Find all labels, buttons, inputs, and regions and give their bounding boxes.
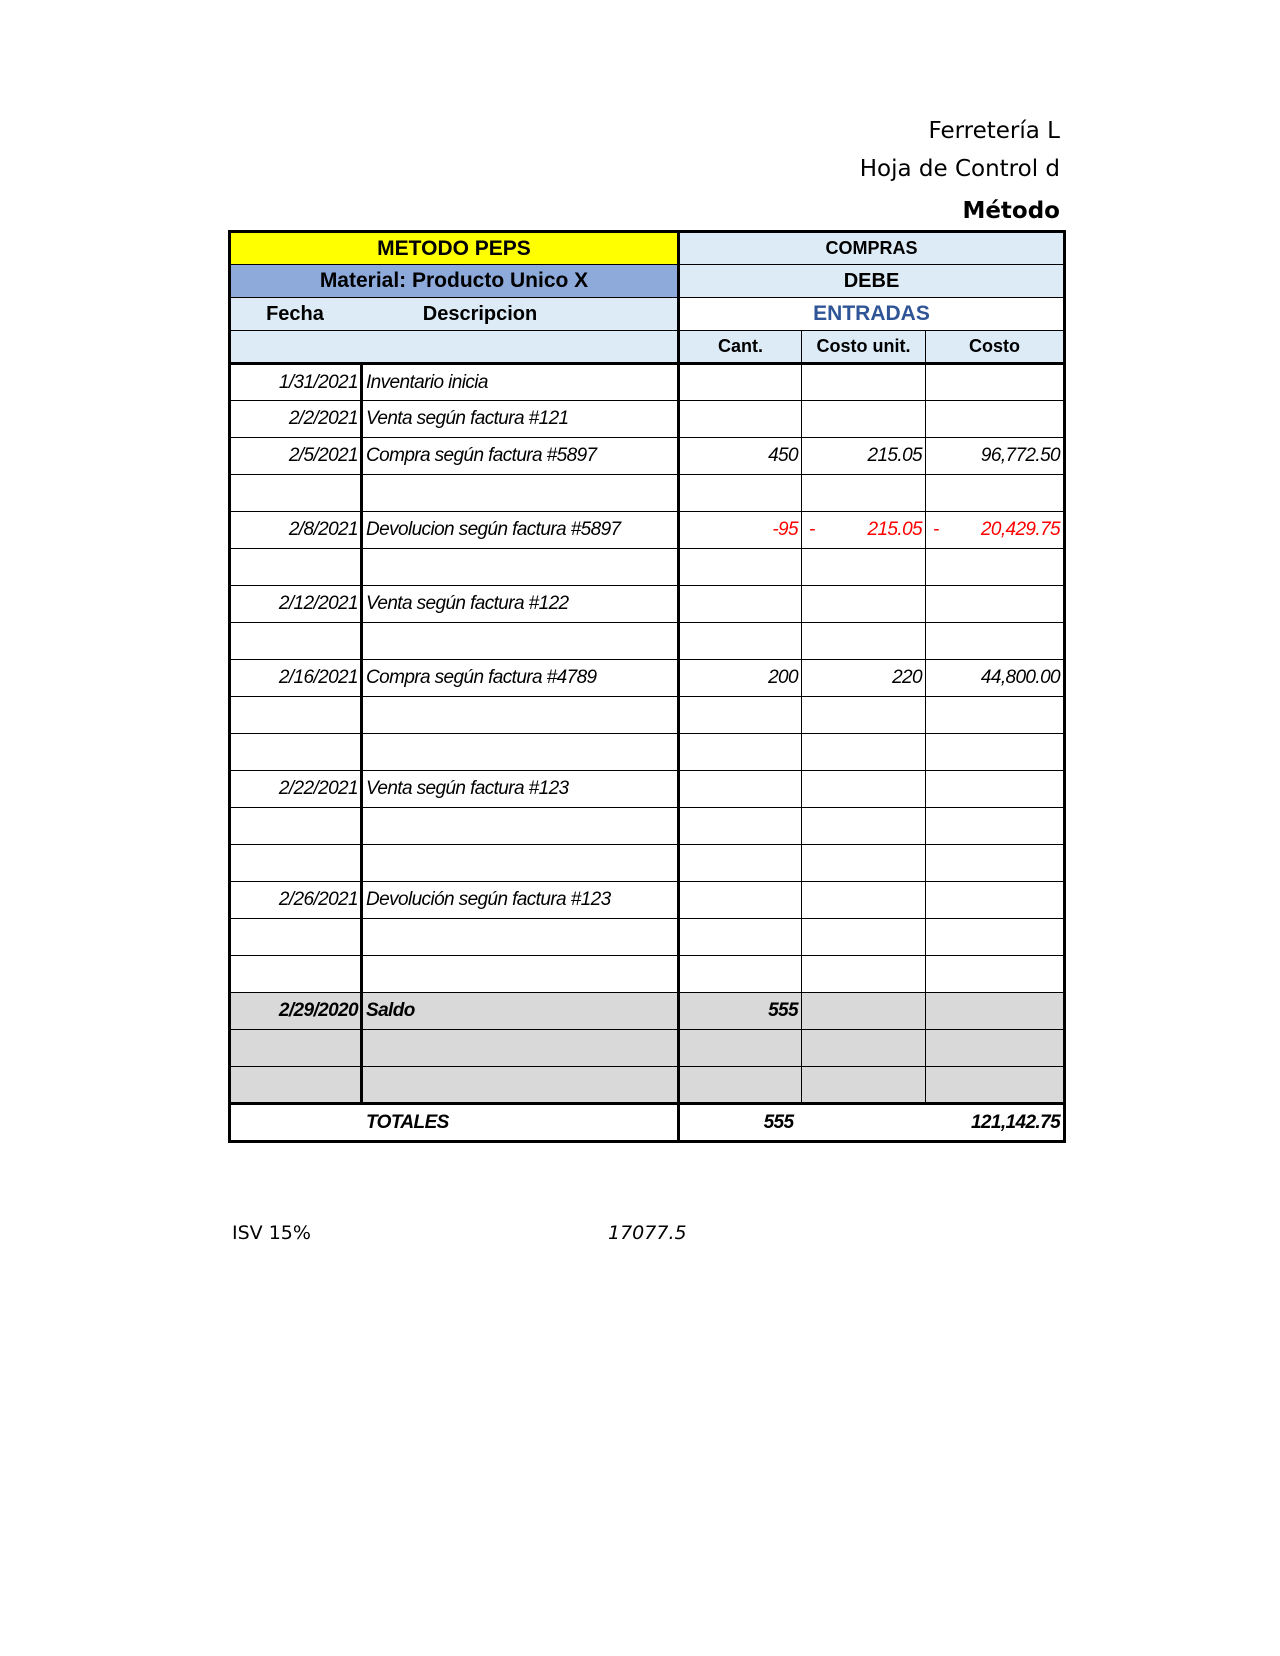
cant-cell [679, 586, 802, 623]
table-row [230, 808, 1065, 845]
cost-cell-sign: - [933, 519, 939, 540]
unit-cost-cell [802, 697, 926, 734]
date-cell: 2/12/2021 [230, 586, 362, 623]
description-cell [362, 475, 679, 512]
table-row [230, 882, 1065, 919]
totals-row [230, 1104, 1065, 1142]
costo-unit-header: Costo unit. [802, 331, 926, 364]
unit-cost-cell: 215.05 [802, 438, 926, 475]
cost-cell [926, 1067, 1065, 1104]
description-cell [362, 623, 679, 660]
date-cell [230, 549, 362, 586]
isv-value: 17077.5 [608, 1222, 687, 1244]
date-cell: 2/5/2021 [230, 438, 362, 475]
unit-cost-cell-sign: - [809, 519, 815, 540]
unit-cost-cell [802, 882, 926, 919]
date-cell [230, 697, 362, 734]
unit-cost-cell [802, 919, 926, 956]
cost-cell [926, 364, 1065, 401]
cost-cell [926, 1030, 1065, 1067]
date-cell: 2/22/2021 [230, 771, 362, 808]
unit-cost-cell [802, 1067, 926, 1104]
cost-cell [926, 956, 1065, 993]
unit-cost-cell [802, 586, 926, 623]
cost-cell: 44,800.00 [926, 660, 1065, 697]
cant-cell: 555 [679, 993, 802, 1030]
table-row [230, 660, 1065, 697]
table-row [230, 845, 1065, 882]
description-cell [362, 734, 679, 771]
unit-cost-cell [802, 771, 926, 808]
cost-cell [926, 475, 1065, 512]
inventory-ledger-table [228, 230, 1066, 1143]
date-cell: 2/16/2021 [230, 660, 362, 697]
description-cell: Compra según factura #5897 [362, 438, 679, 475]
unit-cost-cell [802, 623, 926, 660]
cant-cell [679, 364, 802, 401]
descripcion-label: Descripcion [422, 302, 538, 325]
fecha-descripcion-cell [230, 298, 679, 331]
date-cell [230, 623, 362, 660]
cost-cell [926, 549, 1065, 586]
unit-cost-cell [802, 993, 926, 1030]
unit-cost-cell [802, 401, 926, 438]
table-row [230, 993, 1065, 1030]
date-cell [230, 734, 362, 771]
cant-cell [679, 845, 802, 882]
description-cell: Venta según factura #123 [362, 771, 679, 808]
date-cell [230, 1067, 362, 1104]
table-row [230, 919, 1065, 956]
cant-cell: -95 [679, 512, 802, 549]
cant-cell [679, 919, 802, 956]
method-title: Método [962, 198, 1060, 224]
cost-cell [926, 845, 1065, 882]
cant-cell [679, 808, 802, 845]
date-cell [230, 808, 362, 845]
sheet-title: Hoja de Control d [859, 156, 1060, 182]
cant-cell [679, 956, 802, 993]
cant-cell [679, 697, 802, 734]
cost-cell-value: 20,429.75 [980, 519, 1061, 540]
date-cell: 2/26/2021 [230, 882, 362, 919]
description-cell [362, 808, 679, 845]
debe-cell: DEBE [679, 265, 1065, 298]
cant-cell [679, 1067, 802, 1104]
cant-cell [679, 882, 802, 919]
table-row [230, 364, 1065, 401]
unit-cost-cell [802, 845, 926, 882]
header-row-1 [230, 232, 1065, 265]
unit-cost-cell [802, 364, 926, 401]
description-cell: Inventario inicia [362, 364, 679, 401]
cost-cell [926, 919, 1065, 956]
description-cell [362, 845, 679, 882]
table-row [230, 401, 1065, 438]
cant-cell: 200 [679, 660, 802, 697]
description-cell [362, 956, 679, 993]
table-row [230, 697, 1065, 734]
column-header-row [230, 331, 1065, 364]
description-cell [362, 1067, 679, 1104]
description-cell [362, 549, 679, 586]
entradas-cell: ENTRADAS [679, 298, 1065, 331]
table-row [230, 623, 1065, 660]
cant-cell: 450 [679, 438, 802, 475]
method-peps-cell: METODO PEPS [230, 232, 679, 265]
date-cell [230, 956, 362, 993]
table-row [230, 771, 1065, 808]
table-row [230, 1030, 1065, 1067]
cost-cell [926, 697, 1065, 734]
description-cell: Venta según factura #121 [362, 401, 679, 438]
cant-cell [679, 401, 802, 438]
date-cell [230, 845, 362, 882]
totals-cost: 121,142.75 [926, 1104, 1065, 1142]
cost-cell [926, 586, 1065, 623]
totals-unit-blank [802, 1104, 926, 1142]
cost-cell [926, 771, 1065, 808]
table-row [230, 512, 1065, 549]
unit-cost-cell-value: 215.05 [867, 519, 922, 540]
table-row [230, 438, 1065, 475]
cant-cell [679, 1030, 802, 1067]
date-cell: 2/2/2021 [230, 401, 362, 438]
costo-header: Costo [926, 331, 1065, 364]
date-cell [230, 475, 362, 512]
header-row-2 [230, 265, 1065, 298]
unit-cost-cell [802, 1030, 926, 1067]
unit-cost-cell [802, 475, 926, 512]
cost-cell [926, 734, 1065, 771]
date-cell [230, 919, 362, 956]
isv-label: ISV 15% [232, 1222, 311, 1244]
cant-cell [679, 549, 802, 586]
description-cell: Devolucion según factura #5897 [362, 512, 679, 549]
unit-cost-cell [802, 734, 926, 771]
cost-cell: 96,772.50 [926, 438, 1065, 475]
totals-cant: 555 [679, 1104, 802, 1142]
compras-cell: COMPRAS [679, 232, 1065, 265]
cost-cell [926, 401, 1065, 438]
company-name: Ferretería L [928, 118, 1060, 144]
date-cell: 1/31/2021 [230, 364, 362, 401]
blank-header-cell [230, 331, 679, 364]
cant-cell [679, 475, 802, 512]
date-cell [230, 1030, 362, 1067]
cost-cell [926, 808, 1065, 845]
cant-cell [679, 734, 802, 771]
table-row [230, 549, 1065, 586]
unit-cost-cell [802, 512, 926, 549]
table-row [230, 734, 1065, 771]
table-row [230, 956, 1065, 993]
table-row [230, 586, 1065, 623]
fecha-label: Fecha [266, 302, 324, 325]
cant-cell [679, 771, 802, 808]
cant-header: Cant. [679, 331, 802, 364]
date-cell: 2/8/2021 [230, 512, 362, 549]
unit-cost-cell [802, 808, 926, 845]
unit-cost-cell [802, 549, 926, 586]
cost-cell [926, 512, 1065, 549]
description-cell [362, 1030, 679, 1067]
date-cell: 2/29/2020 [230, 993, 362, 1030]
unit-cost-cell: 220 [802, 660, 926, 697]
description-cell: Venta según factura #122 [362, 586, 679, 623]
material-cell: Material: Producto Unico X [230, 265, 679, 298]
cant-cell [679, 623, 802, 660]
cost-cell [926, 993, 1065, 1030]
cost-cell [926, 623, 1065, 660]
cost-cell [926, 882, 1065, 919]
description-cell: Saldo [362, 993, 679, 1030]
description-cell [362, 697, 679, 734]
header-row-3 [230, 298, 1065, 331]
totals-label: TOTALES [230, 1104, 679, 1142]
description-cell: Compra según factura #4789 [362, 660, 679, 697]
description-cell: Devolución según factura #123 [362, 882, 679, 919]
table-row [230, 1067, 1065, 1104]
unit-cost-cell [802, 956, 926, 993]
table-row [230, 475, 1065, 512]
description-cell [362, 919, 679, 956]
